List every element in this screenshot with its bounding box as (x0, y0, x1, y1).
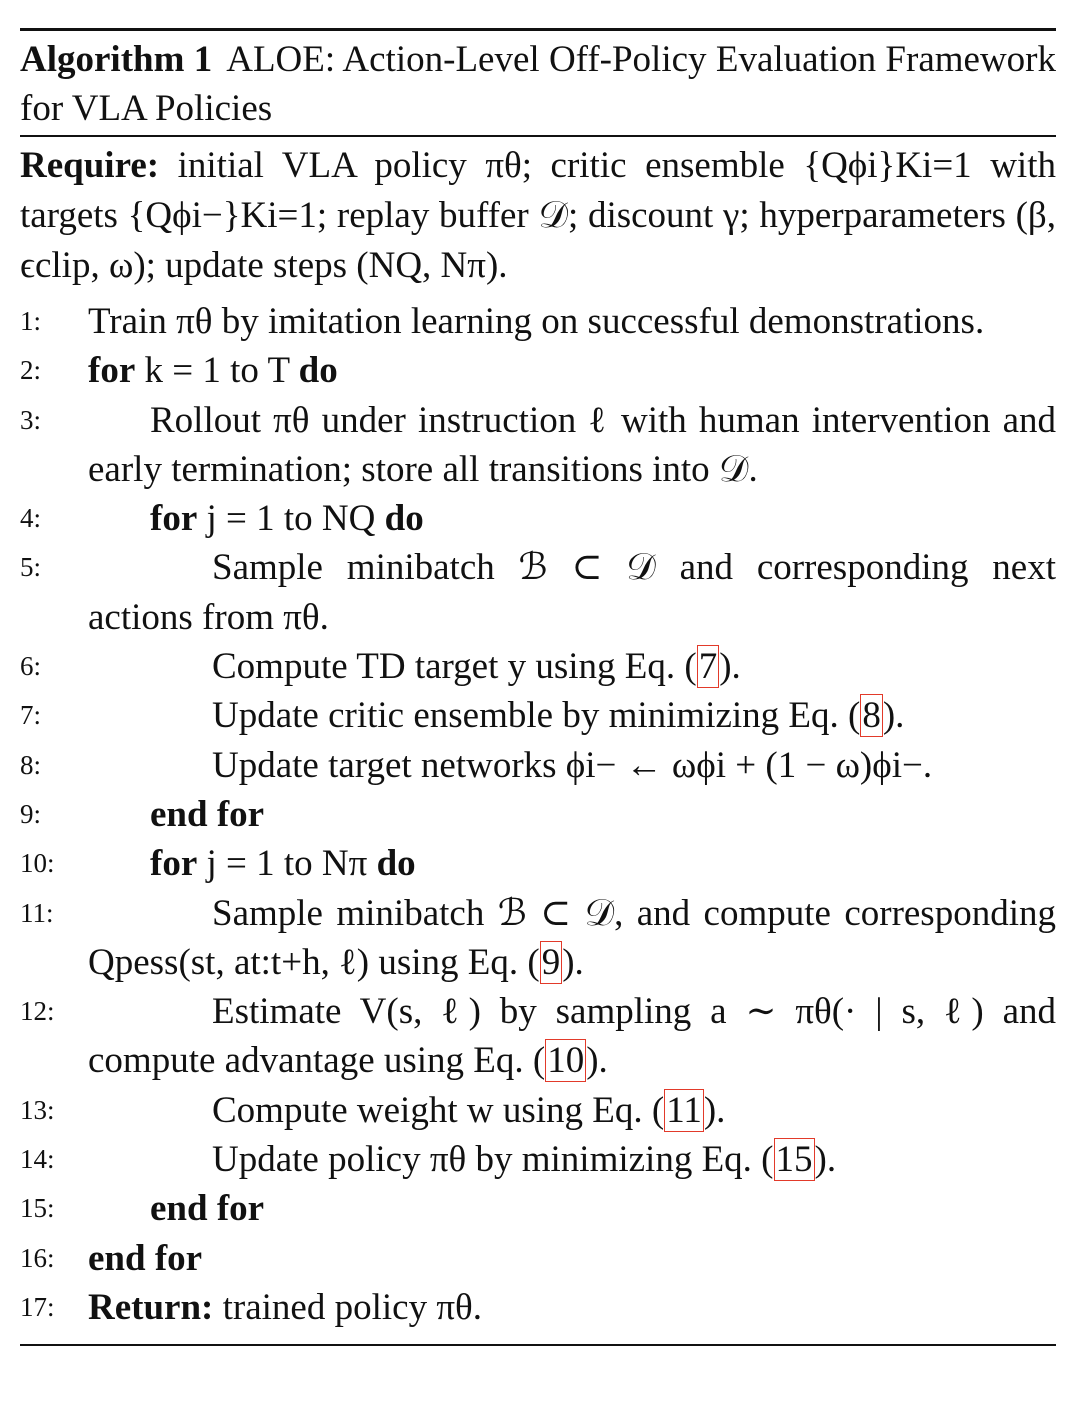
step-text: Update critic ensemble by minimizing Eq. ( (212, 695, 861, 737)
step-body (88, 1184, 1056, 1233)
algorithm-step (20, 691, 1056, 740)
algorithm-steps (20, 297, 1056, 1332)
step-number: 17: (20, 1291, 55, 1322)
algorithm-step (20, 297, 1056, 346)
algorithm-caption (20, 31, 1056, 135)
step-number: 9: (20, 798, 42, 829)
step-text: Estimate V(s, ℓ) by sampling a ∼ πθ(· | s, ℓ) and compute advantage using Eq. ( (88, 991, 1056, 1082)
equation-ref-link[interactable]: 8 (862, 695, 881, 737)
step-body (88, 839, 1056, 888)
step-number: 15: (20, 1193, 55, 1224)
algorithm-step (20, 396, 1056, 495)
step-text: Train πθ by imitation learning on successful demonstrations. (88, 301, 985, 342)
require-label: Require: (20, 145, 160, 186)
algorithm-step (20, 543, 1056, 642)
step-body (88, 691, 1056, 740)
step-body (88, 1283, 1056, 1332)
bottom-rule (20, 1344, 1056, 1346)
algorithm-step (20, 1086, 1056, 1135)
step-number: 4: (20, 503, 42, 534)
step-number: 5: (20, 552, 42, 583)
step-text-after: ). (562, 941, 584, 983)
step-text-after: ). (719, 646, 741, 688)
step-keyword: end for (150, 793, 265, 835)
algorithm-step (20, 741, 1056, 790)
algorithm-tag: Algorithm 1 (20, 39, 213, 80)
require-block (20, 137, 1056, 295)
algorithm-step (20, 1184, 1056, 1233)
step-text: Compute TD target y using Eq. ( (212, 646, 697, 688)
equation-ref-link[interactable]: 10 (547, 1040, 585, 1082)
step-text-after: ). (814, 1139, 837, 1181)
algorithm-title: ALOE: Action-Level Off-Policy Evaluation Framework for VLA Policies (20, 39, 1056, 129)
step-keyword-do: do (298, 350, 338, 392)
step-body (88, 1135, 1056, 1184)
step-number: 2: (20, 355, 42, 386)
step-number: 6: (20, 651, 42, 682)
step-text: j = 1 to Nπ (206, 843, 368, 885)
step-text: Sample minibatch ℬ ⊂ 𝒟, and compute corresponding Qpess(st, at:t+h, ℓ) using Eq. ( (88, 892, 1056, 983)
step-text: Sample minibatch ℬ ⊂ 𝒟 and corresponding next actions from πθ. (88, 547, 1056, 638)
step-text: Update policy πθ by minimizing Eq. ( (212, 1139, 774, 1181)
step-keyword: Return: (88, 1286, 214, 1328)
algorithm-step (20, 889, 1056, 988)
equation-ref-link[interactable]: 15 (775, 1139, 813, 1181)
step-text-after: ). (703, 1089, 726, 1131)
step-number: 16: (20, 1242, 55, 1273)
algorithm-step (20, 790, 1056, 839)
step-body (88, 741, 1056, 790)
step-text: j = 1 to NQ (206, 498, 376, 540)
step-keyword: for (150, 498, 198, 540)
step-body (88, 1086, 1056, 1135)
step-text-after: ). (586, 1040, 608, 1082)
algorithm-step (20, 346, 1056, 395)
step-number: 8: (20, 749, 42, 780)
equation-ref-link[interactable]: 11 (666, 1089, 702, 1131)
algorithm-step (20, 1234, 1056, 1283)
step-number: 13: (20, 1094, 55, 1125)
equation-ref-link[interactable]: 7 (698, 646, 718, 688)
algorithm-block (20, 28, 1056, 1346)
step-number: 10: (20, 848, 55, 879)
step-text: Update target networks ϕi− ← ωϕi + (1 − ω)ϕi−. (212, 744, 933, 786)
step-text: Compute weight w using Eq. ( (212, 1089, 665, 1131)
step-text: Rollout πθ under instruction ℓ with human intervention and early termination; store all transitions into 𝒟. (88, 399, 1056, 490)
step-body (88, 543, 1056, 642)
step-text: trained policy πθ. (222, 1286, 482, 1328)
step-number: 3: (20, 404, 42, 435)
step-text-after: ). (882, 695, 905, 737)
step-number: 11: (20, 897, 54, 928)
step-keyword: for (88, 350, 136, 392)
step-body (88, 889, 1056, 988)
step-body (88, 396, 1056, 495)
algorithm-step (20, 494, 1056, 543)
step-number: 12: (20, 996, 55, 1027)
step-keyword: end for (88, 1237, 203, 1279)
require-text: initial VLA policy πθ; critic ensemble {Qϕi}Ki=1 with targets {Qϕi−}Ki=1; replay buffer 𝒟; discount γ; hyperparameters (β, ϵclip, ω); update steps (NQ, Nπ). (20, 145, 1056, 286)
equation-ref-link[interactable]: 9 (541, 941, 561, 983)
step-body (88, 494, 1056, 543)
step-number: 14: (20, 1144, 55, 1175)
step-number: 7: (20, 700, 42, 731)
step-keyword: for (150, 843, 198, 885)
step-body (88, 346, 1056, 395)
step-keyword-do: do (384, 498, 424, 540)
algorithm-step (20, 987, 1056, 1086)
step-keyword-do: do (376, 843, 416, 885)
step-keyword: end for (150, 1188, 265, 1230)
step-body (88, 297, 1056, 346)
algorithm-step (20, 1283, 1056, 1332)
step-body (88, 1234, 1056, 1283)
step-body (88, 642, 1056, 691)
algorithm-step (20, 1135, 1056, 1184)
algorithm-step (20, 642, 1056, 691)
step-body (88, 790, 1056, 839)
algorithm-step (20, 839, 1056, 888)
step-text: k = 1 to T (144, 350, 290, 392)
step-number: 1: (20, 306, 42, 336)
step-body (88, 987, 1056, 1086)
